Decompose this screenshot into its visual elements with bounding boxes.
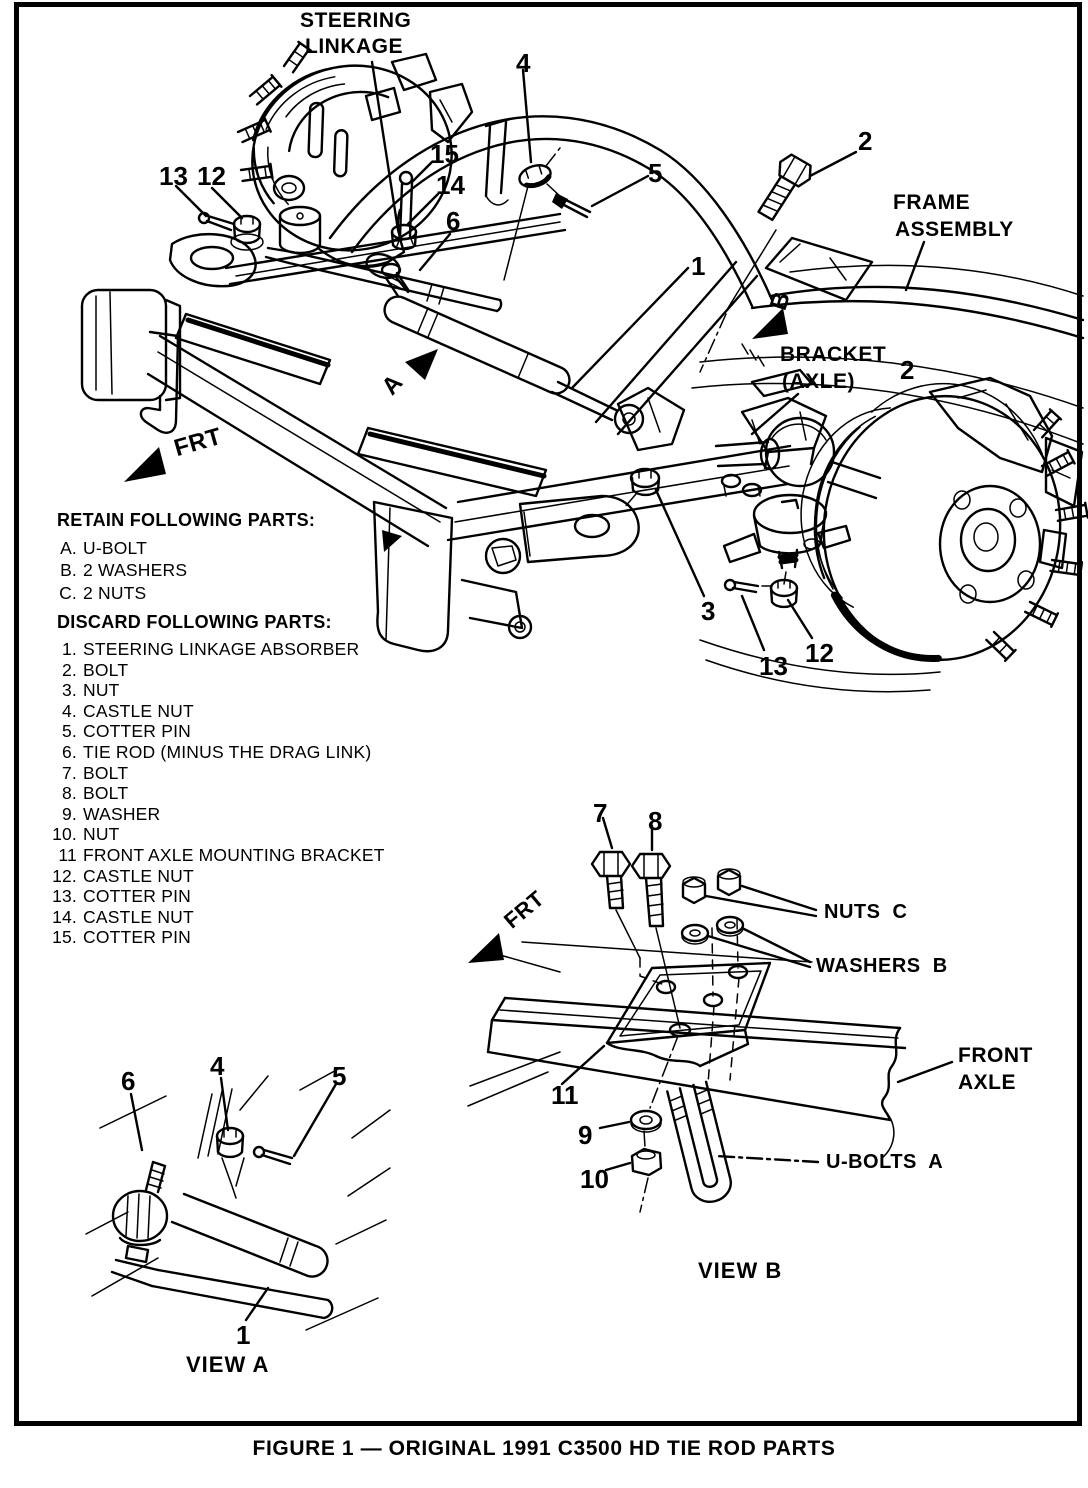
bracket-axle-label-line1: BRACKET: [780, 343, 887, 366]
tie-rod-drawing: [266, 248, 501, 311]
u-bolts-a-label: U-BOLTS A: [826, 1151, 944, 1173]
view-b-frt-label: FRT: [498, 885, 549, 934]
view-a-title: VIEW A: [186, 1352, 270, 1377]
view-a-callout-6: 6: [121, 1066, 136, 1096]
view-b-arrow-icon: [752, 308, 788, 339]
view-a-callout-4: 4: [210, 1051, 225, 1081]
callout-4: 4: [516, 48, 531, 78]
figure-caption: FIGURE 1 — ORIGINAL 1991 C3500 HD TIE ROD PARTS: [252, 1437, 836, 1460]
retain-list-header: RETAIN FOLLOWING PARTS:: [57, 510, 316, 530]
list-item: 12. CASTLE NUT: [52, 865, 194, 886]
list-item: 7. BOLT: [62, 762, 129, 783]
view-b-title: VIEW B: [698, 1258, 783, 1283]
view-a-drawing: [86, 1068, 390, 1330]
list-item: 8. BOLT: [62, 783, 129, 804]
view-b-direction-label: B: [764, 288, 797, 314]
callout-12-low: 12: [805, 638, 834, 668]
list-item: 6. TIE ROD (MINUS THE DRAG LINK): [62, 741, 372, 762]
view-b-frt-arrow-icon: [468, 933, 504, 963]
list-item: 4. CASTLE NUT: [62, 700, 194, 721]
nuts-c-label: NUTS C: [824, 901, 908, 923]
callout-2-top: 2: [858, 126, 873, 156]
list-item: 3. NUT: [62, 680, 120, 701]
discard-list-header: DISCARD FOLLOWING PARTS:: [57, 612, 332, 632]
view-b-callout-9: 9: [578, 1120, 593, 1150]
discard-parts-list: [40, 612, 385, 948]
view-b-callout-7: 7: [593, 798, 608, 828]
list-item: C. 2 NUTS: [59, 582, 147, 603]
frame-assembly-label-line1: FRAME: [893, 191, 971, 214]
list-item: 9. WASHER: [62, 803, 161, 824]
washers-b-label: WASHERS B: [816, 955, 948, 977]
bolt-2-drawing: [700, 152, 816, 372]
callout-1: 1: [691, 251, 706, 281]
list-item: 2. BOLT: [62, 659, 129, 680]
callout-2-side: 2: [900, 355, 915, 385]
retain-parts-list: [40, 510, 315, 604]
list-item: 1. STEERING LINKAGE ABSORBER: [62, 639, 360, 659]
frt-label: FRT: [171, 422, 225, 463]
steering-linkage-label-line2: LINKAGE: [305, 35, 403, 58]
callout-13-top: 13: [159, 161, 188, 191]
callout-3: 3: [701, 596, 716, 626]
list-item: 5. COTTER PIN: [62, 721, 191, 742]
view-b-callout-8: 8: [648, 806, 663, 836]
view-a-callout-1: 1: [236, 1320, 251, 1350]
view-a-direction-label: A: [376, 369, 409, 401]
view-a-arrow-icon: [405, 349, 438, 380]
callout-15: 15: [430, 139, 459, 169]
steering-linkage-label-line1: STEERING: [300, 9, 412, 32]
frame-assembly-label-line2: ASSEMBLY: [895, 218, 1014, 241]
view-b-callout-10: 10: [580, 1164, 609, 1194]
callout-5: 5: [648, 158, 663, 188]
view-a-callout-5: 5: [332, 1061, 347, 1091]
bracket-axle-label-line2: (AXLE): [782, 370, 855, 393]
front-axle-label-line1: FRONT: [958, 1044, 1033, 1067]
callout-12-top: 12: [197, 161, 226, 191]
list-item: 11 FRONT AXLE MOUNTING BRACKET: [58, 844, 385, 865]
callout-6: 6: [446, 206, 461, 236]
frt-arrow-icon: [124, 447, 166, 482]
list-item: B. 2 WASHERS: [60, 560, 188, 581]
list-item: A. U-BOLT: [60, 538, 148, 558]
list-item: 14. CASTLE NUT: [52, 906, 194, 927]
list-item: 13. COTTER PIN: [52, 886, 191, 907]
front-axle-label-line2: AXLE: [958, 1071, 1017, 1094]
callout-13-low: 13: [759, 651, 788, 681]
callout-14: 14: [436, 170, 465, 200]
list-item: 15. COTTER PIN: [52, 927, 191, 948]
view-b-callout-11: 11: [551, 1080, 579, 1110]
list-item: 10. NUT: [52, 824, 120, 845]
